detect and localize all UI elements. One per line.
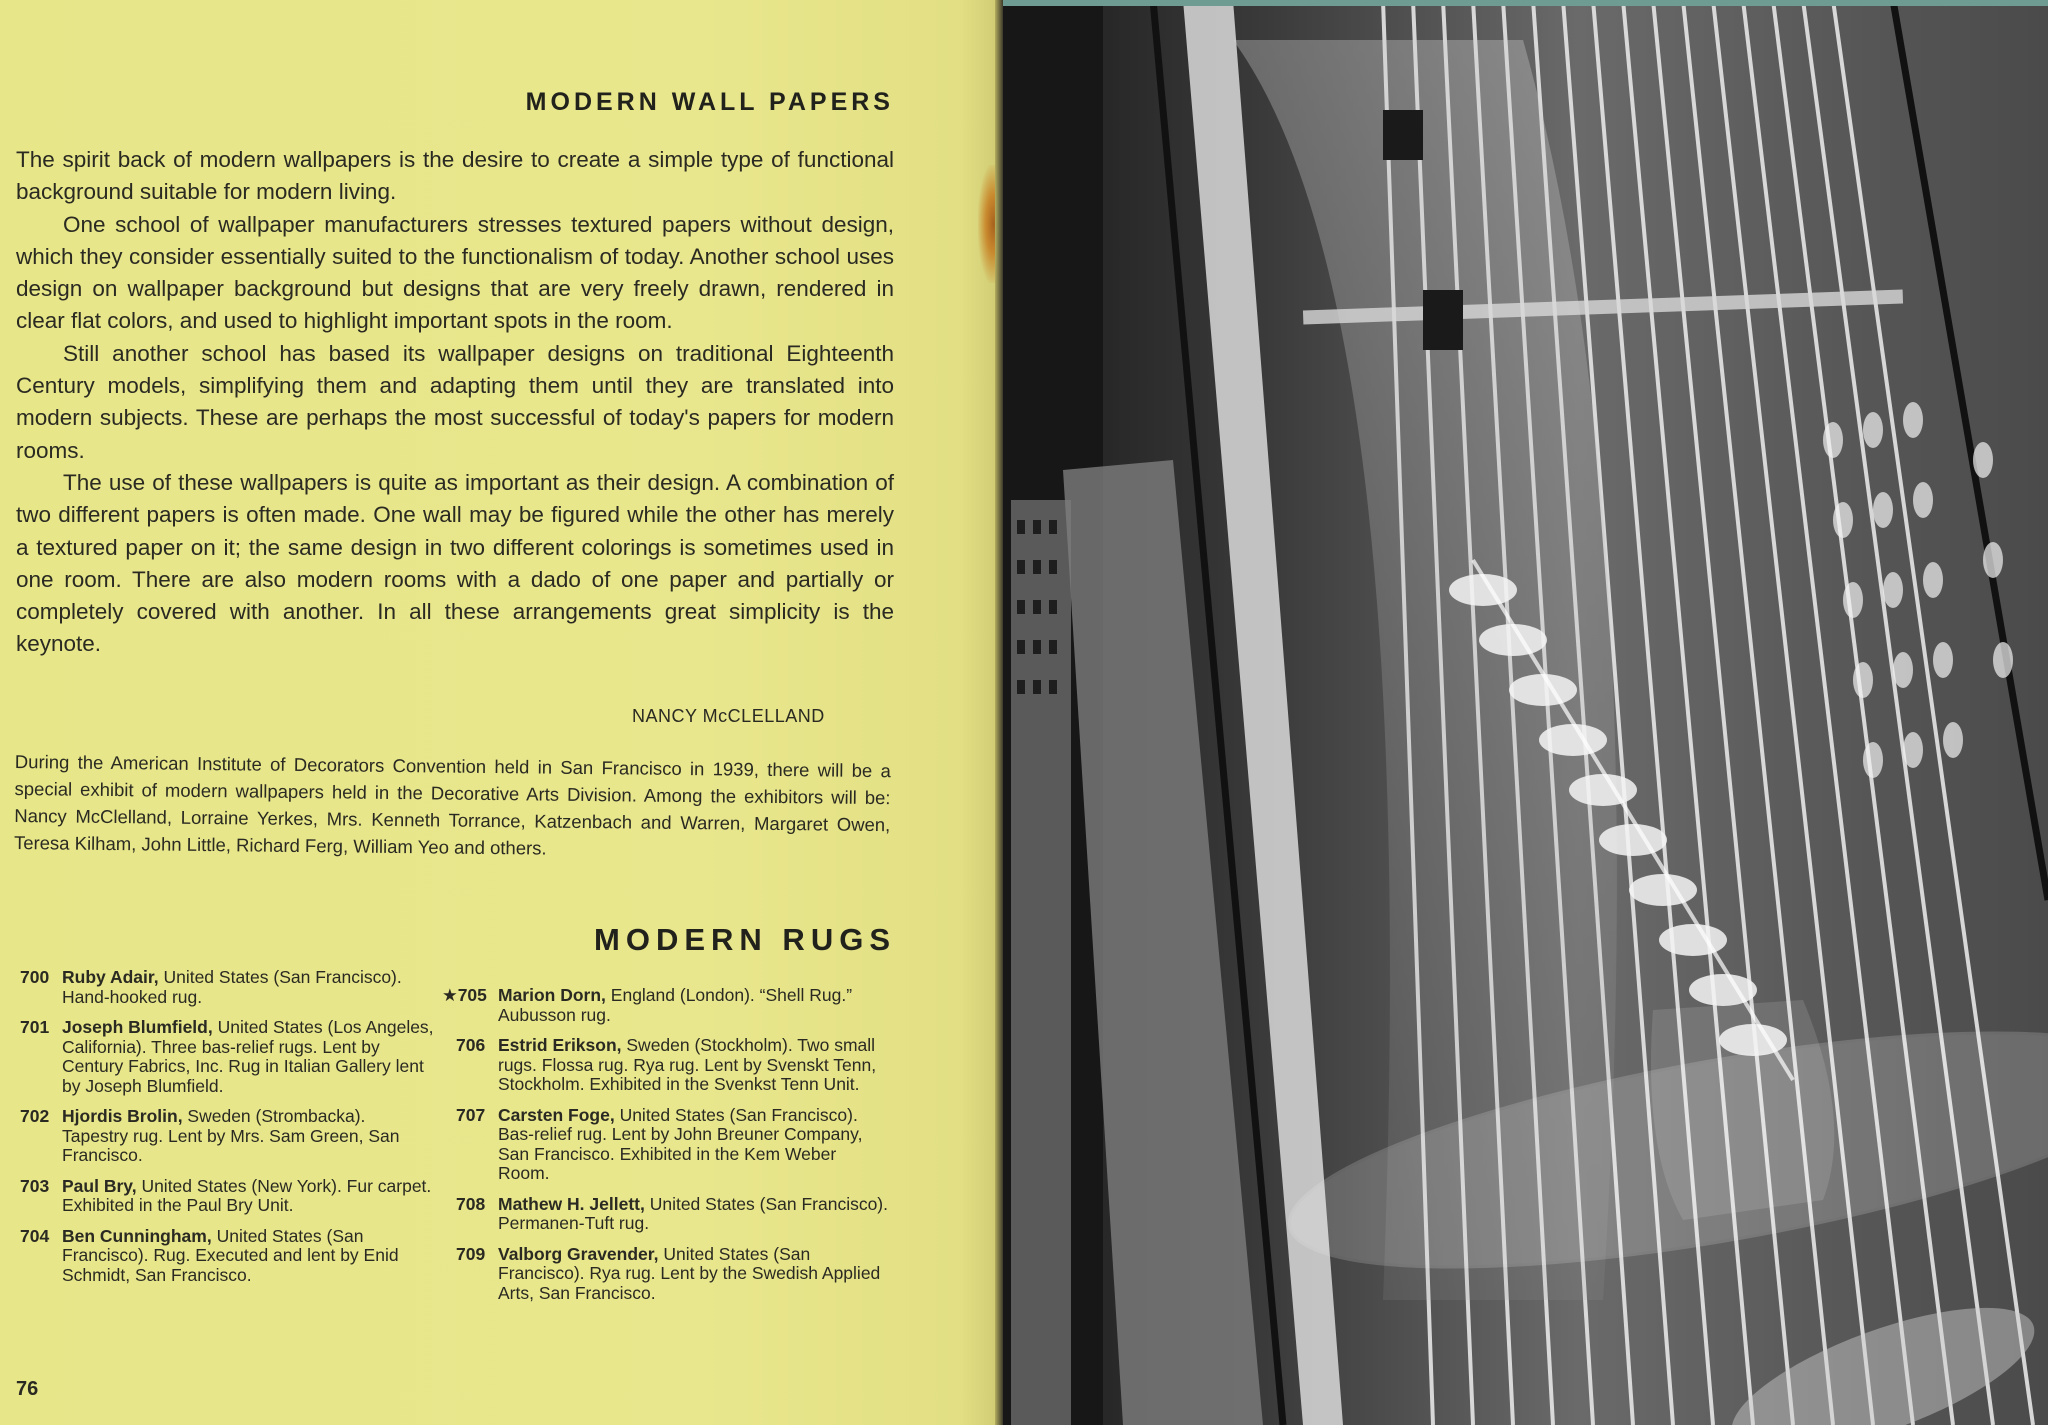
entry-number: 709 bbox=[456, 1243, 486, 1264]
wallpaper-heading: MODERN WALL PAPERS bbox=[525, 88, 894, 116]
entry-description: Sweden (Strombacka). Tapestry rug. Lent by Mrs. Sam Green, San Francisco. bbox=[62, 1106, 400, 1165]
entry-number: 706 bbox=[456, 1035, 486, 1055]
entry-number: ★705 bbox=[442, 985, 487, 1005]
list-item bbox=[20, 1227, 435, 1286]
entry-artist: Carsten Foge, bbox=[498, 1104, 615, 1125]
essay-paragraph-1: The spirit back of modern wallpapers is the desire to create a simple type of functional background suitable for modern living. bbox=[16, 147, 894, 205]
convention-notice: During the American Institute of Decorators Convention held in San Francisco in 1939, there will be a special exhibit of modern wallpapers held in the Decorative Arts Division. Among the exhibitors will be: Nancy McClelland, Lorraine Yerkes, Mrs. Kenneth Torrance, Katzenbach and Warren, Margaret Owen, Teresa Kilham, John Little, Richard Ferg, William Yeo and others. bbox=[13, 750, 891, 859]
entry-description: United States (San Francisco). Bas-relief rug. Lent by John Breuner Company, San Francisco. Exhibited in the Kem Weber Room. bbox=[498, 1104, 863, 1183]
entry-description: United States (San Francisco). Rya rug. Lent by the Swedish Applied Arts, San Francisco. bbox=[498, 1243, 881, 1303]
list-item bbox=[20, 968, 435, 1007]
entry-description: United States (San Francisco). Rug. Executed and lent by Enid Schmidt, San Francisco. bbox=[62, 1225, 399, 1285]
list-item bbox=[456, 1195, 892, 1234]
author-signature: NANCY McCLELLAND bbox=[632, 706, 825, 726]
entry-artist: Estrid Erikson, bbox=[498, 1035, 622, 1055]
entry-number: 707 bbox=[456, 1104, 486, 1125]
entry-number: 701 bbox=[20, 1017, 50, 1037]
entry-number: 708 bbox=[456, 1193, 486, 1214]
entry-description: England (London). “Shell Rug.” Aubusson rug. bbox=[498, 985, 853, 1025]
wallpaper-essay bbox=[16, 144, 894, 661]
entry-description: United States (Los Angeles, California). Three bas-relief rugs. Lent by Century Fabrics, Inc. Rug in Italian Gallery lent by Joseph Blumfield. bbox=[62, 1017, 434, 1096]
entry-description: Sweden (Stockholm). Two small rugs. Flossa rug. Rya rug. Lent by Svenskt Tenn, Stockholm. Exhibited in the Svenkst Tenn Unit. bbox=[498, 1035, 877, 1094]
list-item bbox=[456, 1106, 892, 1184]
entry-artist: Marion Dorn, bbox=[498, 985, 606, 1005]
entry-artist: Ruby Adair, bbox=[62, 967, 159, 987]
entry-description: United States (San Francisco). Permanen-Tuft rug. bbox=[498, 1193, 888, 1233]
entry-description: United States (San Francisco). Hand-hooked rug. bbox=[62, 967, 402, 1007]
list-item bbox=[20, 1018, 435, 1096]
entry-description: United States (New York). Fur carpet. Exhibited in the Paul Bry Unit. bbox=[62, 1175, 432, 1215]
list-item bbox=[20, 1177, 435, 1216]
entry-number: 703 bbox=[20, 1175, 50, 1196]
entry-number: 704 bbox=[20, 1225, 50, 1246]
rug-list-left bbox=[20, 968, 435, 1296]
rugs-heading: MODERN RUGS bbox=[594, 922, 896, 957]
essay-paragraph-4: The use of these wallpapers is quite as important as their design. A combination of two different papers is often made. One wall may be figured while the other has merely a textured paper on it; the same design in two different colorings is sometimes used in one room. There are also modern rooms with a dado of one paper and partially or completely covered with another. In all these arrangements great simplicity is the keynote. bbox=[16, 469, 894, 657]
rug-list-right bbox=[442, 985, 892, 1314]
list-item bbox=[20, 1107, 435, 1166]
right-page bbox=[1003, 0, 2048, 1425]
modern-interior-photo bbox=[1003, 0, 2048, 1425]
entry-artist: Hjordis Brolin, bbox=[62, 1106, 183, 1126]
list-item bbox=[456, 1036, 892, 1095]
entry-number: 702 bbox=[20, 1106, 50, 1126]
left-page bbox=[0, 0, 1000, 1425]
entry-number: 700 bbox=[20, 967, 50, 987]
entry-artist: Ben Cunningham, bbox=[62, 1225, 212, 1246]
entry-artist: Valborg Gravender, bbox=[498, 1243, 659, 1264]
entry-artist: Mathew H. Jellett, bbox=[498, 1193, 645, 1214]
list-item bbox=[456, 1245, 892, 1304]
entry-artist: Joseph Blumfield, bbox=[62, 1017, 213, 1037]
entry-artist: Paul Bry, bbox=[62, 1175, 137, 1196]
essay-paragraph-2: One school of wallpaper manufacturers stresses textured papers without design, which they consider essentially suited to the functionalism of today. Another school uses design on wallpaper background but designs that are very freely drawn, rendered in clear flat colors, and used to highlight important spots in the room. bbox=[16, 211, 894, 334]
list-item bbox=[442, 985, 892, 1025]
essay-paragraph-3: Still another school has based its wallpaper designs on traditional Eighteenth Century models, simplifying them and adapting them until they are translated into modern subjects. These are perhaps the most successful of today's papers for modern rooms. bbox=[16, 340, 894, 463]
page-number: 76 bbox=[16, 1378, 39, 1400]
